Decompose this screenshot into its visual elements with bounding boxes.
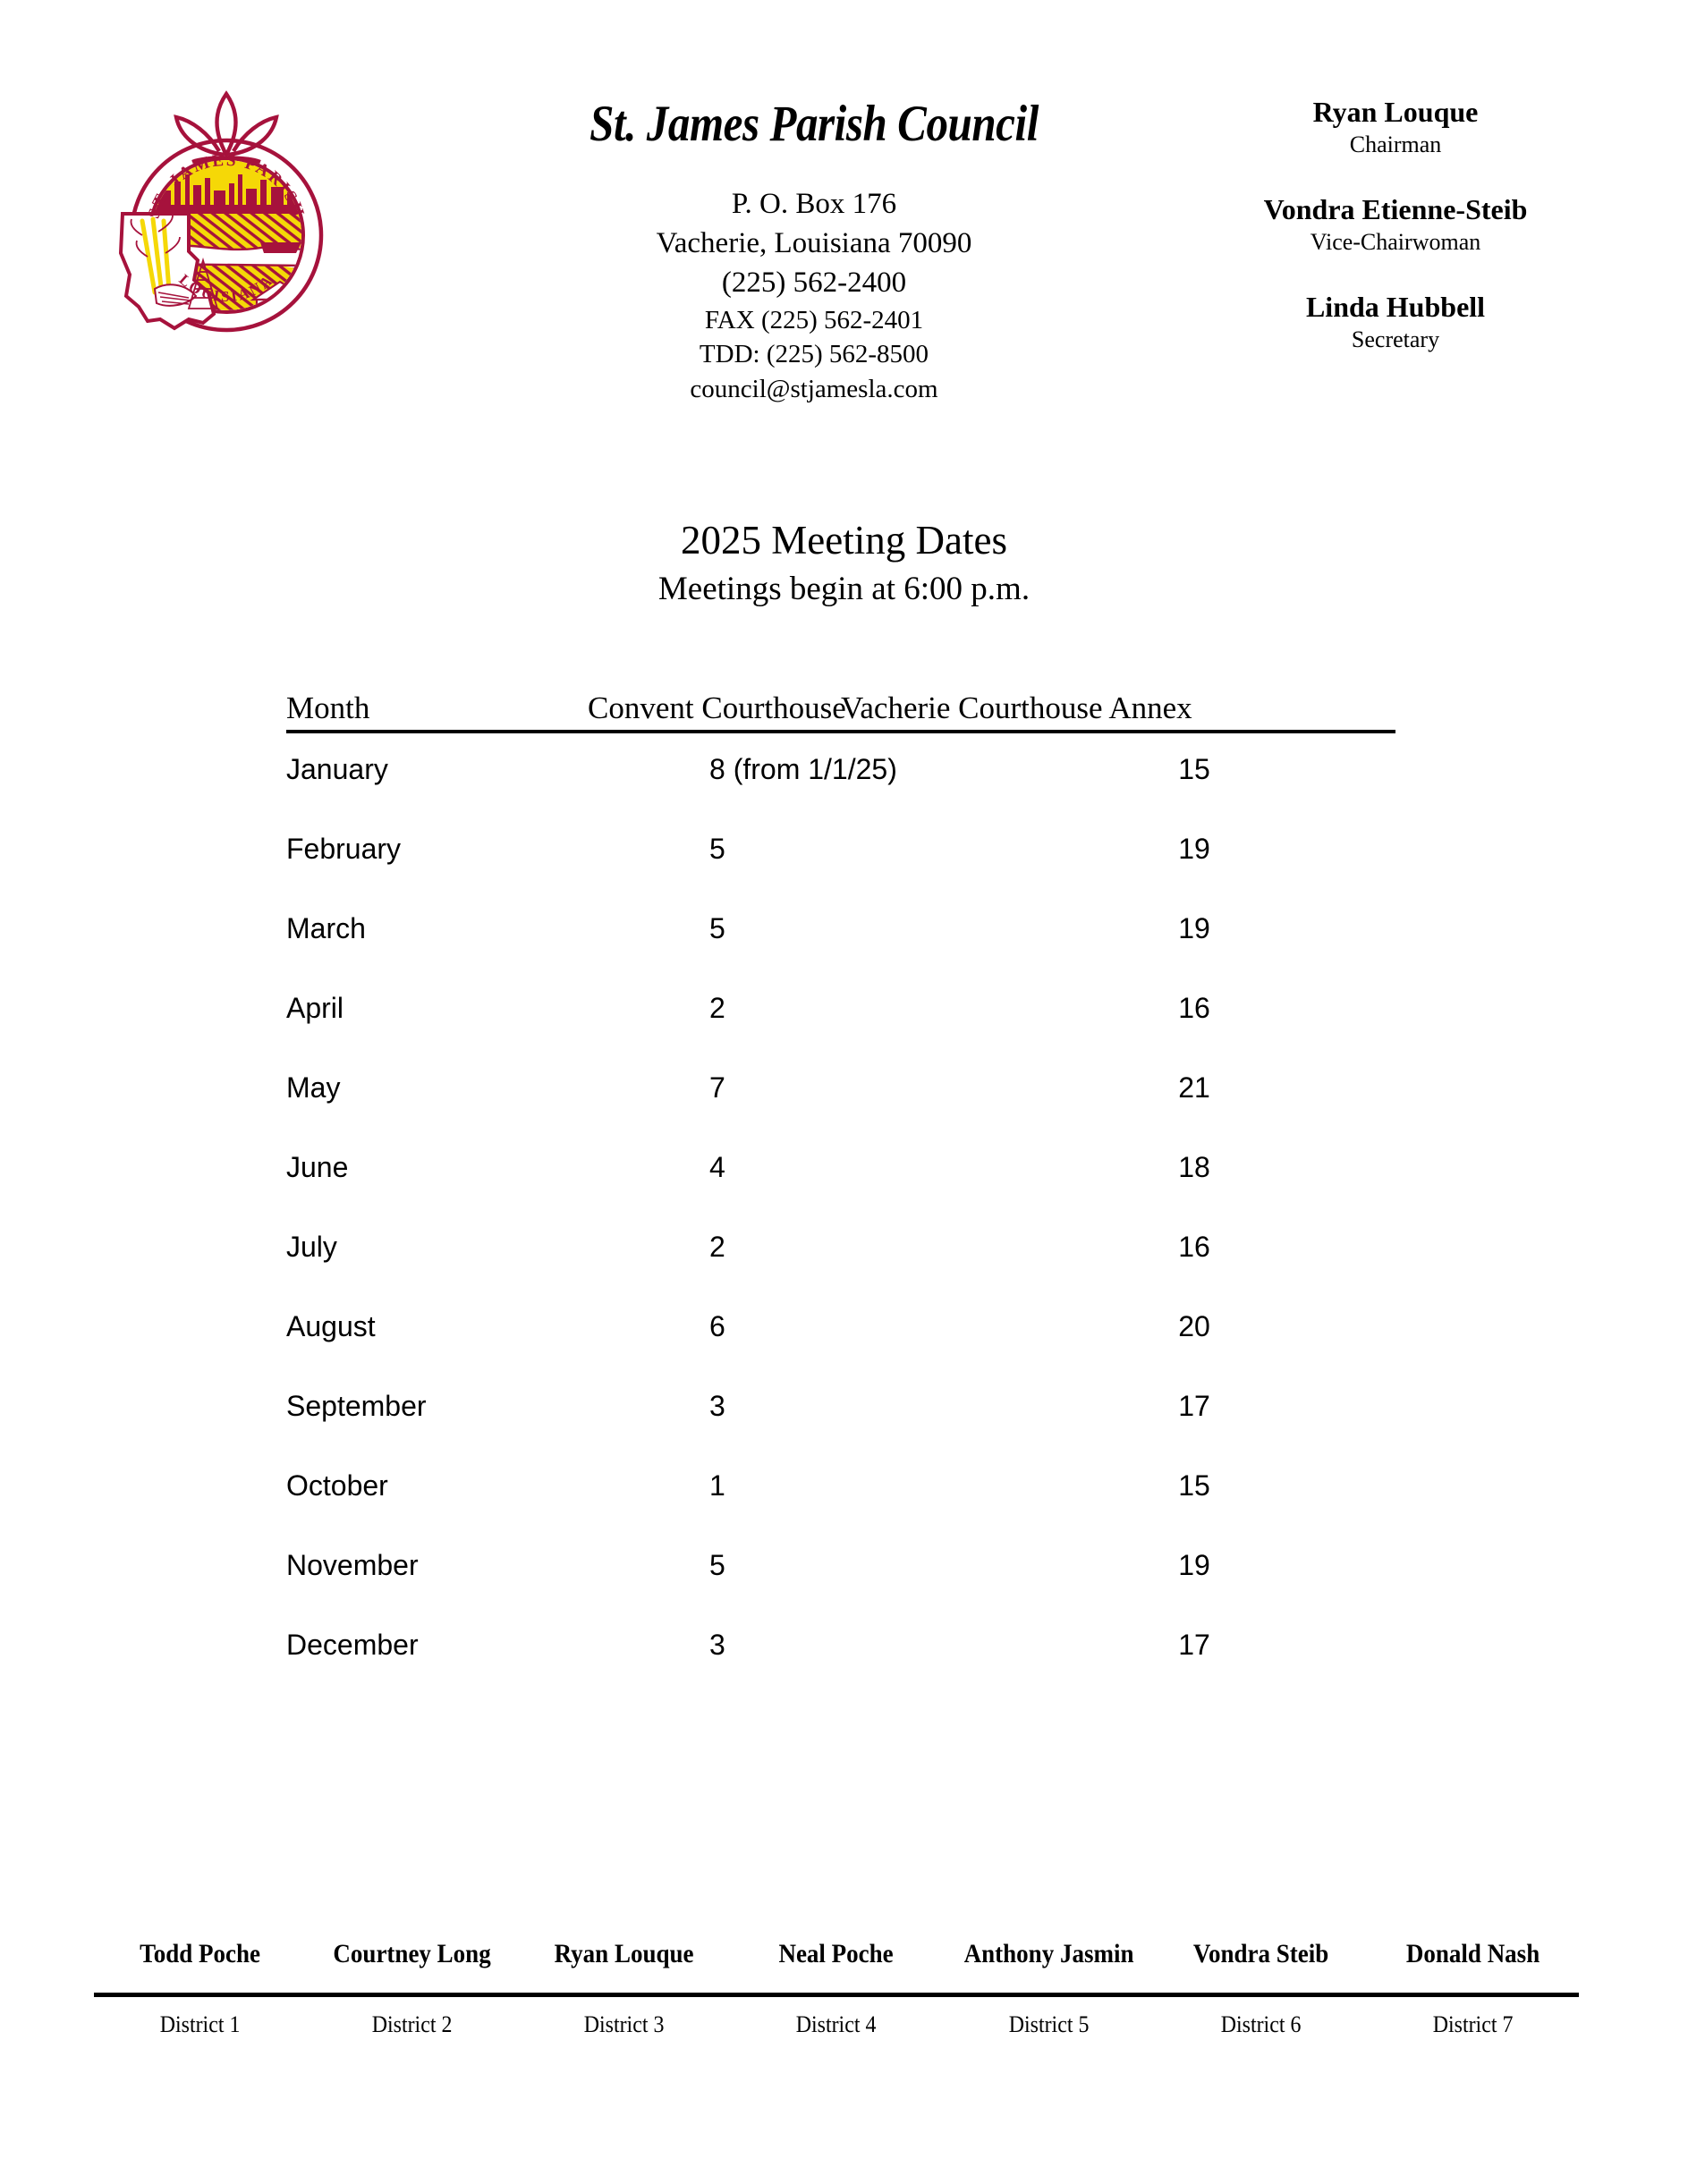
table-row [286, 1469, 1395, 1549]
officer-role: Vice-Chairwoman [1310, 228, 1481, 255]
phone-number: (225) 562-2400 [721, 266, 907, 299]
column-header-convent: Convent Courthouse [588, 690, 846, 725]
officer-vice-chairwoman [1203, 194, 1588, 256]
cell-convent: 2 [709, 992, 725, 1024]
cell-annex: 18 [1178, 1151, 1210, 1183]
cell-convent: 5 [709, 912, 725, 944]
org-header-center [429, 98, 1199, 406]
cell-month: May [286, 1071, 341, 1104]
column-header-month: Month [286, 690, 370, 725]
cell-annex: 15 [1178, 753, 1210, 785]
footer-district-label: District 2 [371, 2011, 453, 2037]
footer-member-name: Ryan Louque [554, 1939, 694, 1968]
cell-annex: 16 [1178, 1231, 1210, 1263]
cell-convent: 2 [709, 1231, 725, 1263]
address-line-city: Vacherie, Louisiana 70090 [656, 226, 972, 259]
table-row [286, 992, 1395, 1071]
footer-district-label: District 5 [1008, 2011, 1089, 2037]
cell-annex: 17 [1178, 1629, 1210, 1661]
footer-member-name: Anthony Jasmin [963, 1939, 1134, 1968]
cell-month: October [286, 1469, 388, 1502]
cell-convent: 4 [709, 1151, 725, 1183]
st-james-parish-seal-icon [103, 85, 327, 353]
tdd-number: TDD: (225) 562-8500 [699, 340, 929, 369]
cell-annex: 16 [1178, 992, 1210, 1024]
cell-convent: 3 [709, 1629, 725, 1661]
cell-month: August [286, 1310, 376, 1342]
table-row [286, 1231, 1395, 1310]
cell-month: November [286, 1549, 419, 1581]
column-header-annex: Vacherie Courthouse Annex [841, 690, 1192, 725]
officer-role: Secretary [1351, 326, 1440, 352]
footer-member-name: Neal Poche [778, 1939, 895, 1968]
svg-text:ST. JAMES PARISH: ST. JAMES PARISH [144, 150, 309, 222]
officer-name: Ryan Louque [1312, 96, 1479, 128]
parish-seal-logo [103, 85, 327, 353]
officer-name: Linda Hubbell [1305, 291, 1486, 324]
cell-month: February [286, 833, 402, 865]
cell-convent: 7 [709, 1071, 725, 1104]
table-row [286, 1549, 1395, 1629]
table-row [286, 1071, 1395, 1151]
table-row [286, 1151, 1395, 1231]
cell-month: April [286, 992, 344, 1024]
cell-annex: 19 [1178, 1549, 1210, 1581]
cell-convent: 5 [709, 833, 725, 865]
email-address: council@stjamesla.com [690, 374, 938, 403]
officer-role: Chairman [1349, 131, 1442, 157]
council-members-footer [94, 1939, 1579, 2038]
footer-member-name: Todd Poche [140, 1939, 260, 1968]
cell-month: January [286, 753, 388, 785]
footer-member-name: Courtney Long [333, 1939, 491, 1968]
officers-block [1203, 97, 1588, 353]
cell-annex: 17 [1178, 1390, 1210, 1422]
svg-text:LOUISIANA: LOUISIANA [175, 270, 277, 305]
officer-chairman [1203, 97, 1588, 158]
footer-district-label: District 6 [1220, 2011, 1302, 2037]
footer-district-label: District 1 [159, 2011, 241, 2037]
cell-month: September [286, 1390, 427, 1422]
cell-convent: 3 [709, 1390, 725, 1422]
letterhead [0, 0, 1688, 447]
footer-district-labels [94, 2011, 1579, 2038]
address-line-po-box: P. O. Box 176 [731, 188, 897, 220]
page-title: 2025 Meeting Dates [681, 518, 1007, 563]
page-subtitle: Meetings begin at 6:00 p.m. [657, 571, 1031, 608]
footer-divider [94, 1993, 1579, 1997]
table-row [286, 833, 1395, 912]
cell-annex: 15 [1178, 1469, 1210, 1502]
cell-convent: 8 (from 1/1/25) [709, 753, 897, 785]
table-row [286, 753, 1395, 833]
organization-title: St. James Parish Council [590, 96, 1039, 152]
table-body [286, 753, 1395, 1708]
footer-district-label: District 4 [796, 2011, 877, 2037]
cell-annex: 21 [1178, 1071, 1210, 1104]
address-block [429, 185, 1199, 406]
table-row [286, 1390, 1395, 1469]
footer-district-label: District 3 [583, 2011, 665, 2037]
cell-month: June [286, 1151, 349, 1183]
document-title-block [0, 517, 1688, 609]
officer-name: Vondra Etienne-Steib [1263, 193, 1528, 226]
table-row [286, 912, 1395, 992]
table-row [286, 1310, 1395, 1390]
footer-member-name: Vondra Steib [1192, 1939, 1328, 1968]
cell-annex: 19 [1178, 912, 1210, 944]
cell-annex: 20 [1178, 1310, 1210, 1342]
cell-convent: 6 [709, 1310, 725, 1342]
cell-convent: 5 [709, 1549, 725, 1581]
footer-member-name: Donald Nash [1405, 1939, 1540, 1968]
cell-month: December [286, 1629, 419, 1661]
meeting-schedule-table [286, 685, 1395, 1708]
cell-month: July [286, 1231, 337, 1263]
cell-convent: 1 [709, 1469, 725, 1502]
table-row [286, 1629, 1395, 1708]
footer-district-label: District 7 [1432, 2011, 1514, 2037]
fax-number: FAX (225) 562-2401 [704, 305, 924, 334]
cell-annex: 19 [1178, 833, 1210, 865]
table-header-row [286, 685, 1395, 733]
footer-member-names [94, 1939, 1579, 1969]
officer-secretary [1203, 292, 1588, 353]
cell-month: March [286, 912, 366, 944]
